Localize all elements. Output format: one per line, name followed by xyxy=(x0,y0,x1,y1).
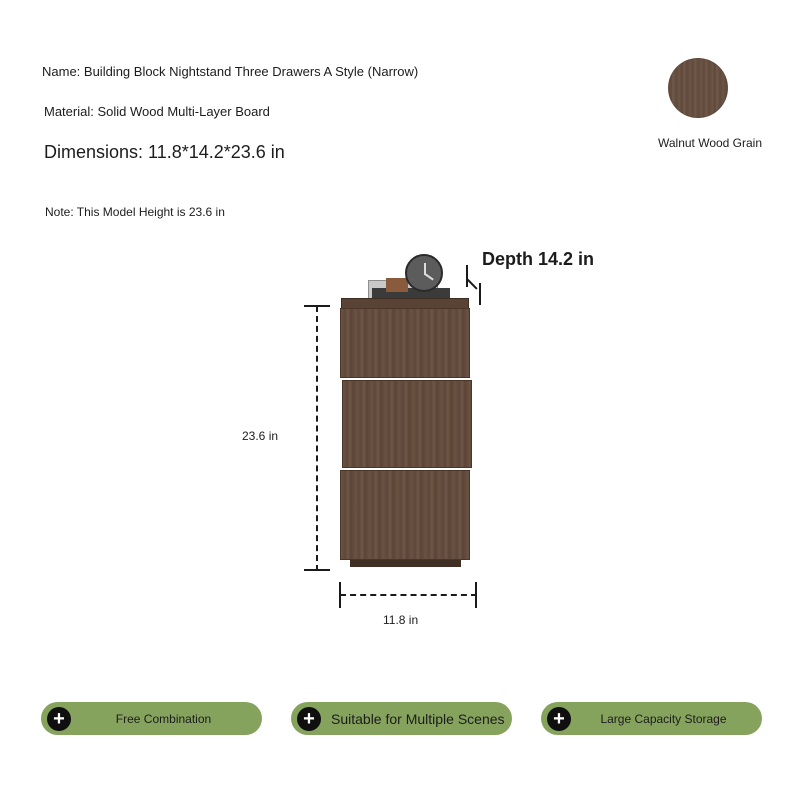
feature-large-capacity xyxy=(541,702,762,735)
plus-icon: + xyxy=(547,707,571,731)
drawer-bottom xyxy=(340,470,470,560)
feature-multiple-scenes xyxy=(291,702,512,735)
drawer-top xyxy=(340,308,470,378)
height-label: 23.6 in xyxy=(242,429,279,443)
height-dimension-line xyxy=(316,306,318,571)
depth-label: Depth 14.2 in xyxy=(482,249,595,269)
product-name: Name: Building Block Nightstand Three Drawers A Style (Narrow) xyxy=(42,64,419,79)
width-cap-right xyxy=(475,582,477,608)
depth-tick-back xyxy=(466,265,468,287)
width-label: 11.8 in xyxy=(383,613,419,627)
swatch-label: Walnut Wood Grain xyxy=(657,136,763,150)
walnut-color-swatch[interactable] xyxy=(668,58,728,118)
clock-minute-hand xyxy=(424,273,433,280)
decor-box xyxy=(386,278,408,292)
book-dark xyxy=(372,288,450,298)
height-cap-top xyxy=(304,305,330,307)
drawer-middle xyxy=(342,380,472,468)
depth-tick-front xyxy=(479,283,481,305)
product-note: Note: This Model Height is 23.6 in xyxy=(45,205,225,219)
plus-icon: + xyxy=(47,707,71,731)
feature-label: Large Capacity Storage xyxy=(600,711,727,726)
product-dimensions: Dimensions: 11.8*14.2*23.6 in xyxy=(44,142,285,162)
plus-icon: + xyxy=(297,707,321,731)
feature-label: Suitable for Multiple Scenes xyxy=(331,710,505,727)
feature-free-combination xyxy=(41,702,262,735)
height-cap-bottom xyxy=(304,569,330,571)
product-material: Material: Solid Wood Multi-Layer Board xyxy=(44,104,270,119)
width-cap-left xyxy=(339,582,341,608)
feature-label: Free Combination xyxy=(115,711,212,726)
width-dimension-line xyxy=(340,594,477,596)
nightstand-base xyxy=(350,560,461,567)
clock-decor xyxy=(405,254,443,292)
